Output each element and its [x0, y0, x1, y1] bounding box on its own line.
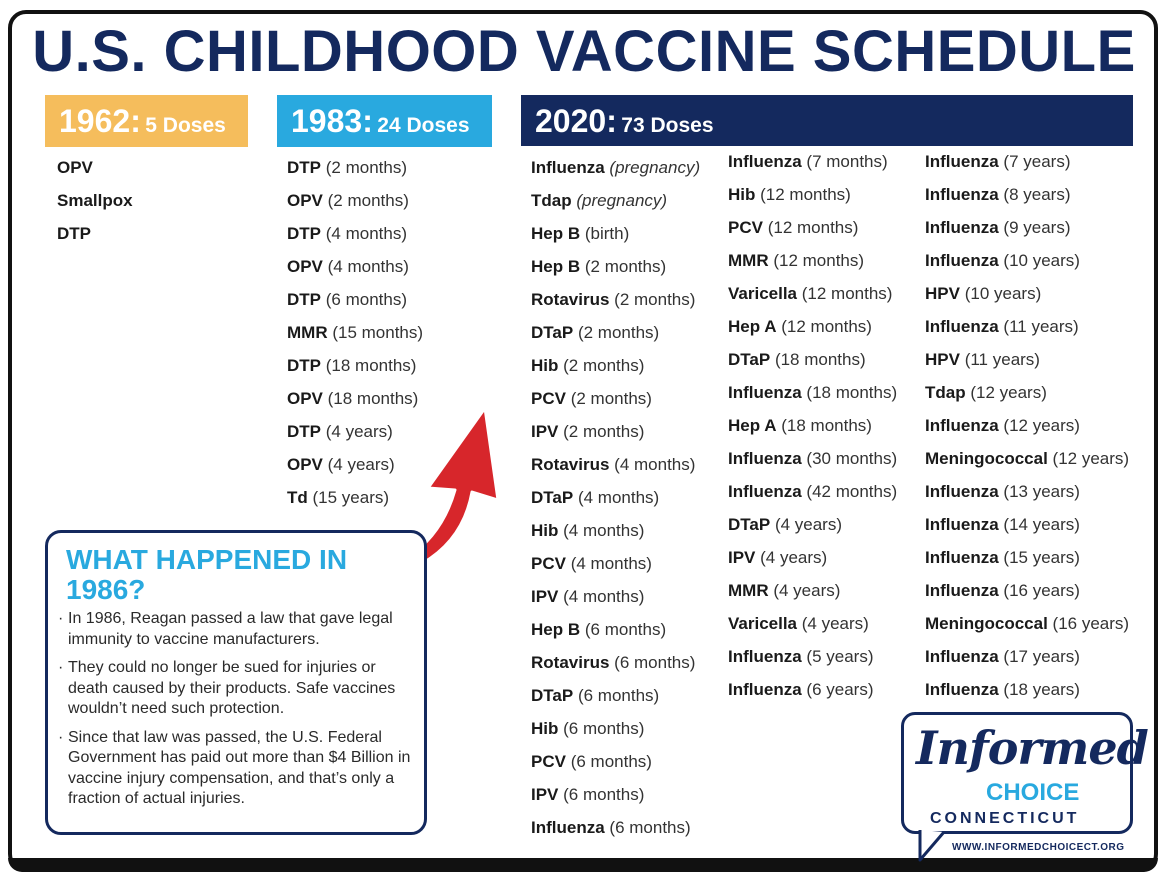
vaccine-name: Hep B: [531, 224, 581, 243]
vaccine-item: [728, 541, 897, 574]
vaccine-item: [728, 409, 897, 442]
vaccine-name: DTaP: [728, 515, 771, 534]
vaccine-item: [728, 640, 897, 673]
vaccine-name: DTaP: [531, 686, 574, 705]
vaccine-item: [925, 574, 1129, 607]
vaccine-item: [531, 679, 700, 712]
vaccine-age: (4 years): [325, 422, 393, 441]
vaccine-name: OPV: [287, 257, 323, 276]
vaccine-name: MMR: [728, 581, 769, 600]
vaccine-item: [728, 673, 897, 706]
vaccine-item: [531, 613, 700, 646]
vaccine-name: Hep B: [531, 257, 581, 276]
vaccine-age: (10 years): [1003, 251, 1080, 270]
vaccine-age: (pregnancy): [609, 158, 701, 177]
vaccine-name: Influenza: [531, 158, 605, 177]
vaccine-name: Rotavirus: [531, 290, 610, 309]
vaccine-name: HPV: [925, 284, 960, 303]
vaccine-name: Td: [287, 488, 308, 507]
vaccine-name: DTaP: [728, 350, 771, 369]
vaccine-age: (14 years): [1003, 515, 1080, 534]
vaccine-age: (4 months): [563, 587, 645, 606]
vaccine-item: [531, 250, 700, 283]
vaccine-item: [531, 778, 700, 811]
list-2020-col-c: [925, 145, 1129, 706]
vaccine-age: (7 months): [806, 152, 888, 171]
header-year: 2020:: [535, 103, 617, 139]
vaccine-age: (30 months): [806, 449, 898, 468]
vaccine-age: (6 months): [570, 752, 652, 771]
vaccine-age: (17 years): [1003, 647, 1080, 666]
vaccine-name: PCV: [531, 389, 566, 408]
vaccine-item: [925, 409, 1129, 442]
vaccine-name: DTP: [287, 290, 321, 309]
list-2020-col-b: [728, 145, 897, 706]
vaccine-name: Influenza: [728, 647, 802, 666]
vaccine-age: (2 months): [584, 257, 667, 276]
vaccine-name: Influenza: [728, 680, 802, 699]
vaccine-item: [287, 250, 423, 283]
vaccine-name: Influenza: [925, 218, 999, 237]
vaccine-item: [728, 244, 897, 277]
bottom-border: [8, 858, 1158, 872]
vaccine-age: (7 years): [1003, 152, 1071, 171]
vaccine-age: (4 years): [760, 548, 828, 567]
vaccine-item: [728, 310, 897, 343]
vaccine-age: (4 months): [570, 554, 652, 573]
vaccine-item: [925, 343, 1129, 376]
callout-box: [45, 530, 427, 835]
vaccine-item: [925, 640, 1129, 673]
header-1962: [45, 95, 248, 147]
vaccine-item: [925, 244, 1129, 277]
vaccine-name: DTaP: [531, 323, 574, 342]
header-2020: [521, 95, 1133, 146]
vaccine-item: [531, 712, 700, 745]
vaccine-age: (18 months): [781, 416, 872, 435]
vaccine-name: DTaP: [531, 488, 574, 507]
vaccine-age: (12 years): [970, 383, 1047, 402]
vaccine-name: Tdap: [531, 191, 572, 210]
vaccine-name: DTP: [287, 224, 321, 243]
vaccine-item: [531, 745, 700, 778]
vaccine-name: DTP: [287, 158, 321, 177]
vaccine-age: (pregnancy): [576, 191, 668, 210]
vaccine-item: [531, 316, 700, 349]
vaccine-age: (42 months): [806, 482, 898, 501]
vaccine-age: (18 months): [325, 356, 417, 375]
vaccine-item: [287, 316, 423, 349]
vaccine-age: (15 years): [1003, 548, 1080, 567]
vaccine-age: (6 months): [325, 290, 407, 309]
vaccine-item: [531, 415, 700, 448]
vaccine-age: (2 months): [614, 290, 696, 309]
vaccine-name: Hep A: [728, 416, 777, 435]
logo-script-text: Informed: [916, 721, 1148, 775]
vaccine-name: Influenza: [925, 680, 999, 699]
vaccine-item: [531, 217, 700, 250]
vaccine-name: Influenza: [925, 647, 999, 666]
vaccine-name: Influenza: [728, 383, 802, 402]
vaccine-item: [57, 151, 133, 184]
vaccine-name: OPV: [287, 455, 323, 474]
vaccine-item: [531, 547, 700, 580]
vaccine-age: (5 years): [806, 647, 874, 666]
header-doses: 5 Doses: [145, 114, 226, 137]
callout-bullet: · In 1986, Reagan passed a law that gave legal immunity to vaccine manufacturers.: [58, 610, 393, 648]
vaccine-age: (12 months): [767, 218, 859, 237]
vaccine-name: Influenza: [728, 449, 802, 468]
vaccine-age: (16 years): [1052, 614, 1130, 633]
vaccine-item: [925, 310, 1129, 343]
vaccine-age: (4 months): [325, 224, 407, 243]
vaccine-name: Rotavirus: [531, 653, 610, 672]
vaccine-name: PCV: [728, 218, 763, 237]
vaccine-item: [531, 349, 700, 382]
header-year: 1962:: [59, 103, 141, 139]
vaccine-name: IPV: [728, 548, 756, 567]
vaccine-item: [728, 475, 897, 508]
informed-choice-logo: [901, 712, 1148, 834]
vaccine-name: Hep A: [728, 317, 777, 336]
vaccine-name: Varicella: [728, 614, 798, 633]
vaccine-name: Influenza: [728, 152, 802, 171]
list-2020-col-a: [531, 151, 700, 844]
logo-url: WWW.INFORMEDCHOICECT.ORG: [952, 842, 1125, 853]
vaccine-item: [531, 283, 700, 316]
vaccine-name: IPV: [531, 422, 559, 441]
vaccine-name: Influenza: [925, 548, 999, 567]
vaccine-name: IPV: [531, 587, 559, 606]
vaccine-age: (15 years): [312, 488, 390, 507]
vaccine-item: [728, 277, 897, 310]
vaccine-name: MMR: [728, 251, 769, 270]
header-year: 1983:: [291, 103, 373, 139]
vaccine-age: (4 years): [774, 515, 843, 534]
vaccine-item: [531, 382, 700, 415]
vaccine-item: [925, 508, 1129, 541]
vaccine-age: (6 months): [563, 785, 645, 804]
vaccine-item: [728, 574, 897, 607]
vaccine-item: [925, 475, 1129, 508]
vaccine-age: (12 months): [760, 185, 851, 204]
vaccine-item: [728, 178, 897, 211]
vaccine-name: Hib: [531, 356, 559, 375]
vaccine-item: [287, 151, 423, 184]
vaccine-name: Influenza: [728, 482, 802, 501]
vaccine-item: [287, 217, 423, 250]
callout-bullets: [58, 609, 418, 818]
vaccine-name: Hep B: [531, 620, 581, 639]
header-1983: [277, 95, 492, 147]
vaccine-age: (12 months): [801, 284, 893, 303]
vaccine-name: Influenza: [925, 251, 999, 270]
vaccine-item: [57, 184, 133, 217]
vaccine-name: HPV: [925, 350, 960, 369]
vaccine-name: Meningococcal: [925, 614, 1048, 633]
vaccine-item: [531, 646, 700, 679]
logo-state-text: CONNECTICUT: [930, 810, 1080, 827]
vaccine-age: (12 months): [781, 317, 872, 336]
vaccine-age: (4 years): [801, 614, 869, 633]
vaccine-item: [728, 145, 897, 178]
vaccine-age: (18 years): [1003, 680, 1080, 699]
vaccine-age: (6 months): [609, 818, 691, 837]
vaccine-age: (18 months): [327, 389, 419, 408]
vaccine-name: Hib: [728, 185, 756, 204]
header-doses: 24 Doses: [377, 114, 470, 137]
vaccine-item: [57, 217, 133, 250]
vaccine-age: (18 months): [774, 350, 866, 369]
vaccine-age: (6 months): [584, 620, 667, 639]
vaccine-name: OPV: [57, 158, 93, 177]
vaccine-item: [728, 442, 897, 475]
vaccine-age: (2 months): [570, 389, 652, 408]
vaccine-name: DTP: [287, 356, 321, 375]
vaccine-age: (15 months): [332, 323, 424, 342]
vaccine-age: (6 months): [614, 653, 696, 672]
vaccine-name: PCV: [531, 554, 566, 573]
vaccine-age: (4 months): [327, 257, 409, 276]
vaccine-item: [531, 580, 700, 613]
vaccine-age: (6 months): [577, 686, 660, 705]
vaccine-item: [531, 514, 700, 547]
vaccine-item: [531, 481, 700, 514]
vaccine-age: (2 months): [577, 323, 660, 342]
vaccine-item: [925, 178, 1129, 211]
vaccine-item: [925, 607, 1129, 640]
vaccine-item: [925, 211, 1129, 244]
vaccine-name: Rotavirus: [531, 455, 610, 474]
vaccine-item: [287, 283, 423, 316]
vaccine-name: Meningococcal: [925, 449, 1048, 468]
vaccine-item: [287, 184, 423, 217]
vaccine-age: (4 months): [614, 455, 696, 474]
vaccine-name: MMR: [287, 323, 328, 342]
vaccine-item: [531, 151, 700, 184]
vaccine-name: PCV: [531, 752, 566, 771]
vaccine-name: Influenza: [531, 818, 605, 837]
vaccine-age: (11 years): [1003, 317, 1079, 336]
vaccine-item: [925, 442, 1129, 475]
header-doses: 73 Doses: [621, 114, 714, 137]
vaccine-age: (4 years): [327, 455, 395, 474]
vaccine-age: (4 months): [577, 488, 660, 507]
vaccine-item: [728, 211, 897, 244]
vaccine-age: (12 months): [773, 251, 865, 270]
vaccine-name: Influenza: [925, 317, 999, 336]
vaccine-age: (birth): [584, 224, 630, 243]
vaccine-age: (12 years): [1003, 416, 1080, 435]
bullet-text: In 1986, Reagan passed a law that gave legal immunity to vaccine manufacturers.: [68, 610, 393, 648]
vaccine-name: IPV: [531, 785, 559, 804]
vaccine-item: [531, 448, 700, 481]
vaccine-item: [531, 811, 700, 844]
vaccine-age: (18 months): [806, 383, 898, 402]
bullet-text: Since that law was passed, the U.S. Federal Government has paid out more than $4 Billion in vaccine injury compensation, and that’s only a fraction of actual injuries.: [68, 728, 411, 807]
vaccine-item: [531, 184, 700, 217]
vaccine-item: [728, 508, 897, 541]
vaccine-age: (6 years): [806, 680, 874, 699]
vaccine-name: Influenza: [925, 416, 999, 435]
vaccine-name: OPV: [287, 191, 323, 210]
vaccine-item: [925, 376, 1129, 409]
page-title: U.S. CHILDHOOD VACCINE SCHEDULE: [32, 19, 1136, 84]
logo-choice-text: CHOICE: [986, 779, 1080, 806]
vaccine-item: [728, 343, 897, 376]
vaccine-age: (4 months): [563, 521, 645, 540]
vaccine-item: [728, 376, 897, 409]
callout-bullet: · They could no longer be sued for injuries or death caused by their products. Safe vaccines wouldn’t need such protection.: [58, 659, 396, 717]
vaccine-age: (9 years): [1003, 218, 1071, 237]
vaccine-name: Hib: [531, 719, 559, 738]
vaccine-item: [728, 607, 897, 640]
vaccine-age: (11 years): [964, 350, 1040, 369]
vaccine-name: Influenza: [925, 515, 999, 534]
list-1962: [57, 151, 133, 250]
vaccine-age: (4 years): [773, 581, 841, 600]
vaccine-name: DTP: [57, 224, 91, 243]
vaccine-age: (2 months): [325, 158, 407, 177]
vaccine-item: [925, 673, 1129, 706]
vaccine-item: [925, 541, 1129, 574]
vaccine-age: (2 months): [327, 191, 409, 210]
vaccine-name: Influenza: [925, 581, 999, 600]
vaccine-age: (12 years): [1052, 449, 1130, 468]
vaccine-age: (2 months): [563, 356, 645, 375]
vaccine-age: (13 years): [1003, 482, 1080, 501]
vaccine-name: Hib: [531, 521, 559, 540]
bullet-text: They could no longer be sued for injuries or death caused by their products. Safe vaccines wouldn’t need such protection.: [68, 659, 396, 717]
vaccine-age: (10 years): [964, 284, 1042, 303]
callout-title: WHAT HAPPENED IN 1986?: [66, 544, 348, 605]
vaccine-name: DTP: [287, 422, 321, 441]
vaccine-name: Tdap: [925, 383, 966, 402]
vaccine-name: Varicella: [728, 284, 798, 303]
vaccine-name: Influenza: [925, 185, 999, 204]
callout-bullet: · Since that law was passed, the U.S. Federal Government has paid out more than $4 Billion in vaccine injury compensation, and that’s only a fraction of actual injuries.: [58, 728, 411, 807]
vaccine-name: Influenza: [925, 152, 999, 171]
vaccine-age: (6 months): [563, 719, 645, 738]
vaccine-age: (2 months): [563, 422, 645, 441]
vaccine-item: [925, 145, 1129, 178]
vaccine-item: [287, 349, 423, 382]
vaccine-age: (16 years): [1003, 581, 1080, 600]
vaccine-name: Smallpox: [57, 191, 133, 210]
vaccine-name: Influenza: [925, 482, 999, 501]
vaccine-item: [925, 277, 1129, 310]
speech-bubble-tail-icon: [918, 830, 948, 862]
vaccine-name: OPV: [287, 389, 323, 408]
vaccine-age: (8 years): [1003, 185, 1071, 204]
